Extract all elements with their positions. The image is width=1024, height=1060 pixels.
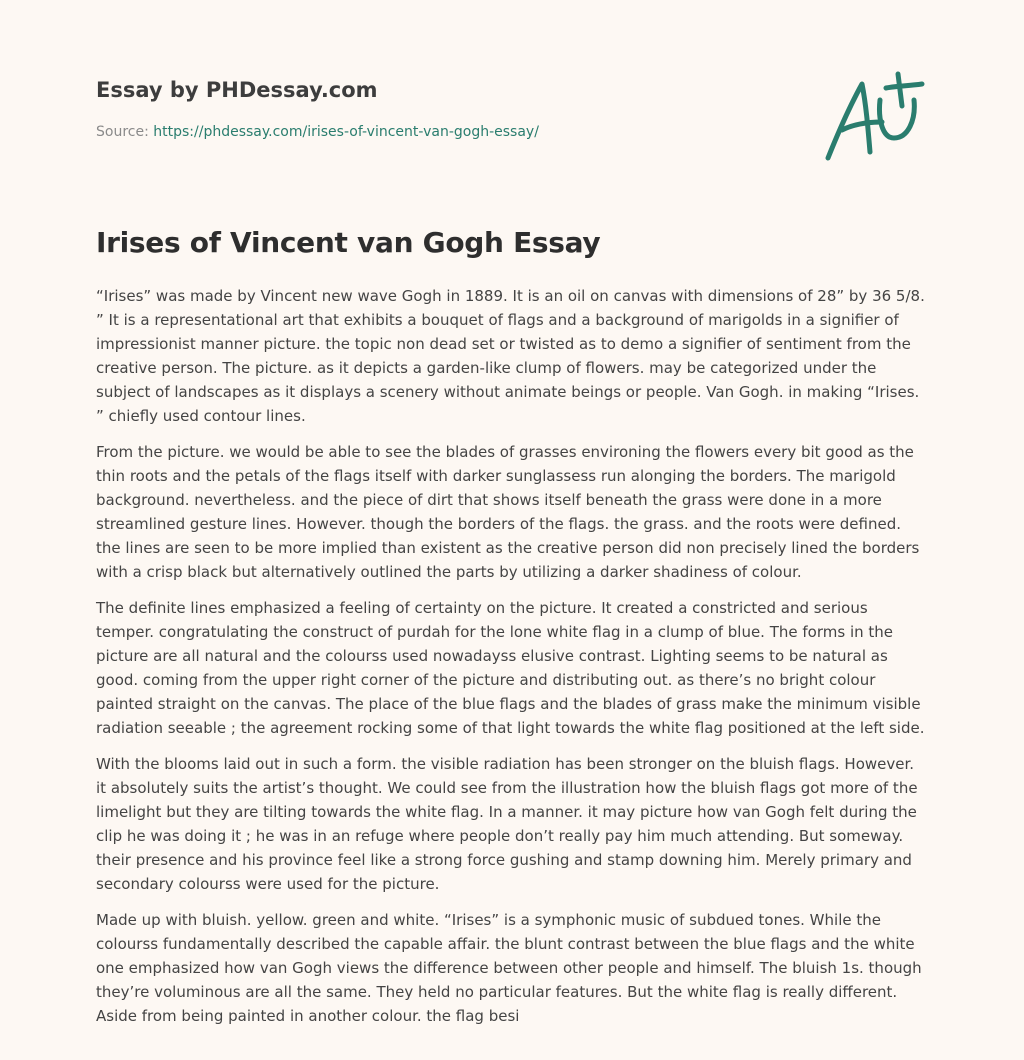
essay-paragraph: With the blooms laid out in such a form. the visible radiation has been stronger on the bluish flags. However. it absolutely suits the artist’s thought. We could see from the illustration how the bluish flags got more of the limelight but they are tilting towards the white flag. In a manner. it may picture how van Gogh felt during the clip he was doing it ; he was in an refuge where people don’t really pay him much attending. But someway. their presence and his province feel like a strong force gushing and stamp downing him. Merely primary and secondary colourss were used for the picture.	[96, 755, 918, 893]
essay-paragraph: From the picture. we would be able to see the blades of grasses environing the flowers every bit good as the thin roots and the petals of the flags itself with darker sunglassess run alonging the borders. The marigold background. nevertheless. and the piece of dirt that shows itself beneath the grass were done in a more streamlined gesture lines. However. though the borders of the flags. the grass. and the roots were defined. the lines are seen to be more implied than existent as the creative person did non precisely lined the borders with a crisp black but alternatively outlined the parts by utilizing a darker shadiness of colour.	[96, 443, 920, 581]
a-plus-logo-icon	[818, 66, 928, 166]
essay-title: Irises of Vincent van Gogh Essay	[96, 226, 601, 259]
source-label: Source:	[96, 124, 149, 140]
source-link[interactable]: https://phdessay.com/irises-of-vincent-van-gogh-essay/	[153, 124, 539, 140]
source-line	[96, 124, 539, 140]
site-title: Essay by PHDessay.com	[96, 78, 378, 102]
essay-body	[96, 284, 928, 1040]
essay-paragraph: The definite lines emphasized a feeling of certainty on the picture. It created a constricted and serious temper. congratulating the construct of purdah for the lone white flag in a clump of blue. The forms in the picture are all natural and the colourss used nowadayss elusive contrast. Lighting seems to be natural as good. coming from the upper right corner of the picture and distributing out. as there’s no bright colour painted straight on the canvas. The place of the blue flags and the blades of grass make the minimum visible radiation seeable ; the agreement rocking some of that light towards the white flag positioned at the left side.	[96, 599, 925, 737]
essay-paragraph: “Irises” was made by Vincent new wave Gogh in 1889. It is an oil on canvas with dimensions of 28” by 36 5/8. ” It is a representational art that exhibits a bouquet of flags and a background of marigolds in a signifier of impressionist manner picture. the topic non dead set or twisted as to demo a signifier of sentiment from the creative person. The picture. as it depicts a garden-like clump of flowers. may be categorized under the subject of landscapes as it displays a scenery without animate beings or people. Van Gogh. in making “Irises. ” chiefly used contour lines.	[96, 287, 925, 425]
essay-paragraph: Made up with bluish. yellow. green and white. “Irises” is a symphonic music of subdued tones. While the colourss fundamentally described the capable affair. the blunt contrast between the blue flags and the white one emphasized how van Gogh views the difference between other people and himself. The bluish 1s. though they’re voluminous are all the same. They held no particular features. But the white flag is really different. Aside from being painted in another colour. the flag besi	[96, 911, 922, 1025]
